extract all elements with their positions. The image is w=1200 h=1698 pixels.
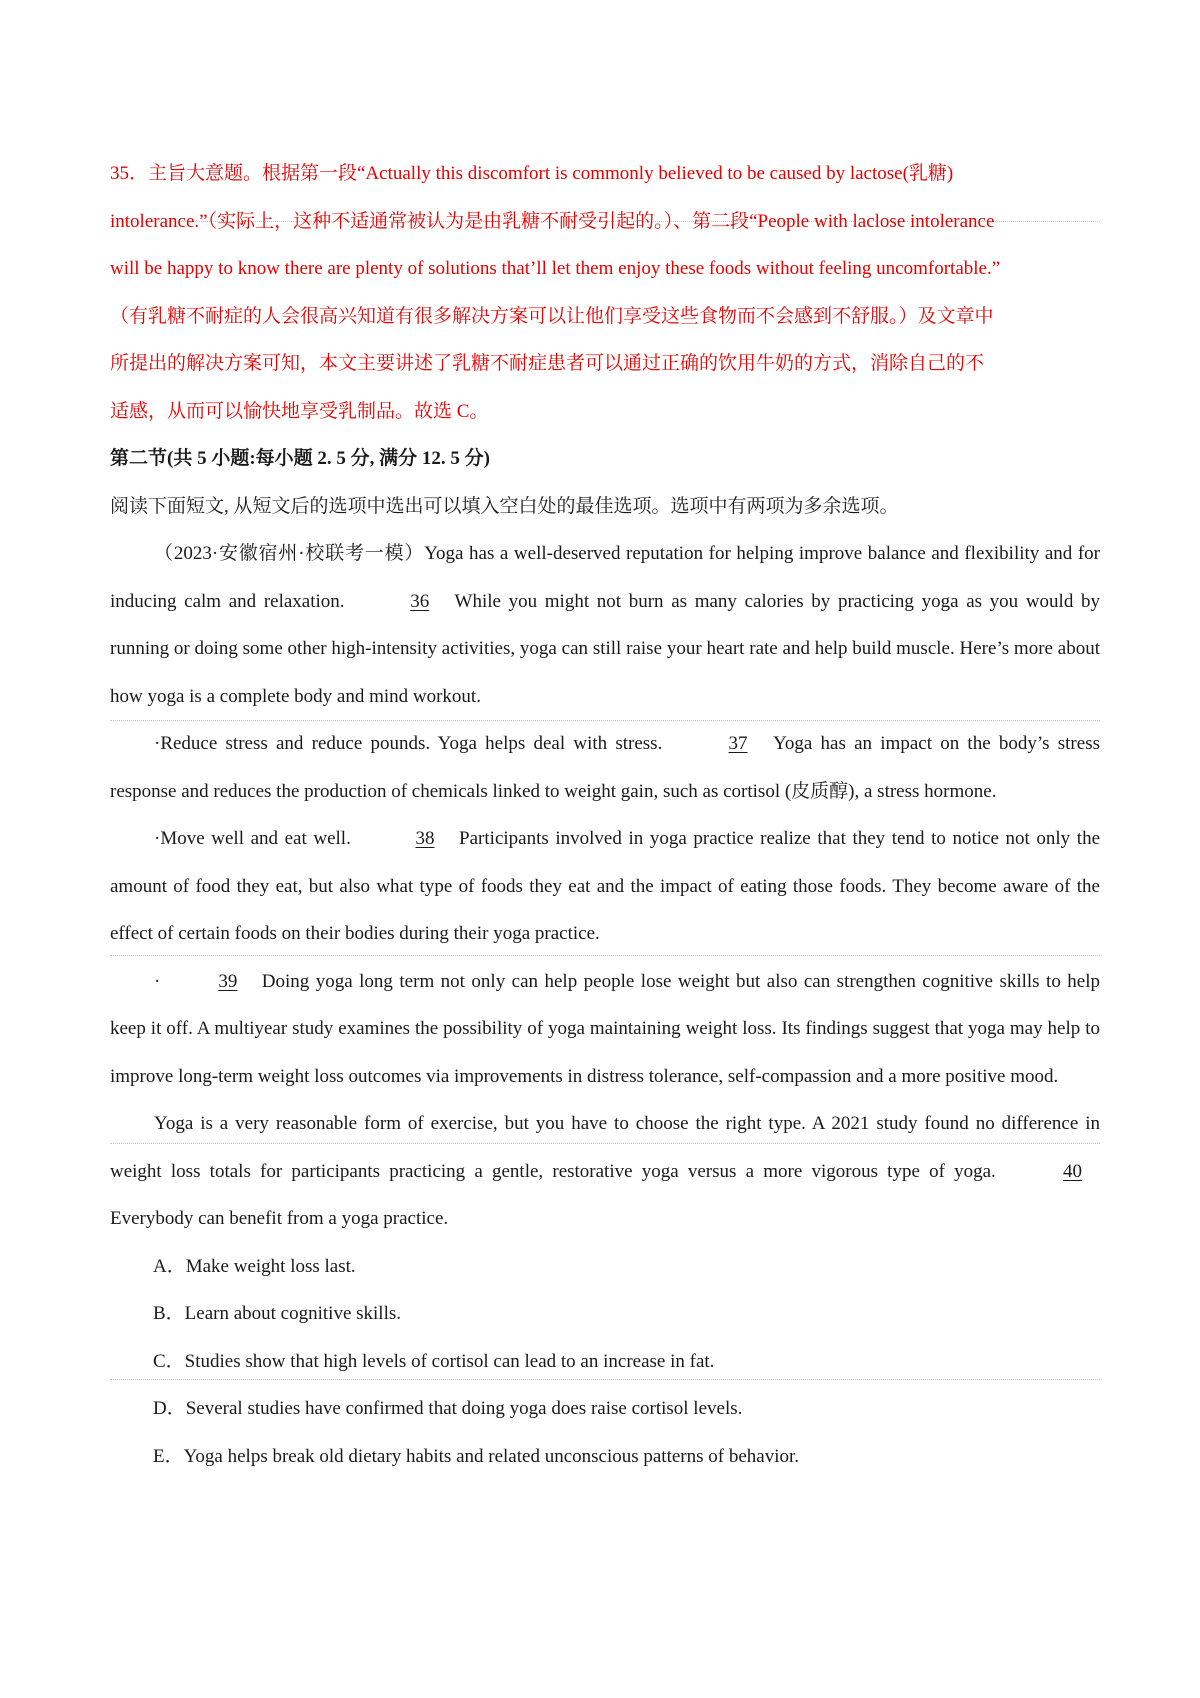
explanation-line: will be happy to know there are plenty of solutions that’ll let them enjoy these foods without feeling uncomfortable.” <box>110 258 1001 279</box>
option-e: E．Yoga helps break old dietary habits and related unconscious patterns of behavior. <box>153 1445 800 1467</box>
explanation-line: （有乳糖不耐症的人会很高兴知道有很多解决方案可以让他们享受这些食物而不会感到不舒服。）及文章中 <box>110 305 994 327</box>
passage-text: （2023·安徽宿州·校联考一模）Yoga has a well-deserved reputation for helping improve balance and flexibility and for inducing calm and relaxation. <box>110 543 1100 612</box>
passage-text: Doing yoga long term not only can help people lose weight but also can strengthen cognitive skills to help keep it off. A multiyear study examines the possibility of yoga maintaining weight loss. Its findings suggest that yoga may help to improve long-term weight loss outcomes via improvements in distress tolerance, self-compassion and a more positive mood. <box>110 970 1100 1087</box>
passage-paragraph-2 <box>110 720 1100 815</box>
passage-text: Yoga has an impact on the body’s stress response and reduces the production of chemicals linked to weight gain, such as cortisol (皮质醇), a stress hormone. <box>110 733 1100 802</box>
passage-paragraph-3 <box>110 815 1100 958</box>
explanation-line-text: 适感，从而可以愉快地享受乳制品。故选 C。 <box>110 400 489 422</box>
passage-text: Yoga is a very reasonable form of exercise, but you have to choose the right type. A 2021 study found no difference in weight loss totals for participants practicing a gentle, restorative yoga versus a more vigorous type of yoga. <box>110 1113 1100 1182</box>
blank-40: 40 <box>1063 1160 1082 1182</box>
blank-38: 38 <box>415 828 435 849</box>
option-d: D．Several studies have confirmed that doing yoga does raise cortisol levels. <box>153 1398 743 1419</box>
passage-text: ·Reduce stress and reduce pounds. Yoga helps deal with stress. <box>154 733 671 754</box>
explanation-line <box>110 388 1100 436</box>
passage-text: · <box>154 970 161 992</box>
blank-36: 36 <box>410 590 430 612</box>
passage-paragraph-5 <box>110 1100 1100 1243</box>
answer-35-explanation <box>110 150 1100 435</box>
option-a: A．Make weight loss last. <box>153 1255 356 1277</box>
passage-text: ·Move well and eat well. <box>154 828 358 849</box>
explanation-line: intolerance.”（实际上，这种不适通常被认为是由乳糖不耐受引起的。）、第二段“People with laclose intolerance <box>110 210 995 232</box>
option-c: C．Studies show that high levels of cortisol can lead to an increase in fat. <box>153 1350 715 1372</box>
explanation-line: 35．主旨大意题。根据第一段“Actually this discomfort is commonly believed to be caused by lactose(乳糖) <box>110 163 954 184</box>
section-heading: 第二节(共 5 小题:每小题 2. 5 分, 满分 12. 5 分) <box>110 448 490 469</box>
blank-37: 37 <box>728 733 748 754</box>
answer-options <box>110 1243 1100 1481</box>
document-content <box>110 150 1100 1480</box>
passage-paragraph-1 <box>110 530 1100 720</box>
passage-paragraph-4 <box>110 958 1100 1101</box>
explanation-line: 所提出的解决方案可知，本文主要讲述了乳糖不耐症患者可以通过正确的饮用牛奶的方式，消除自己的不 <box>110 353 985 374</box>
passage-text: While you might not burn as many calories by practicing yoga as you would by running or doing some other high-intensity activities, yoga can still raise your heart rate and help build muscle. Here’s more about how yoga is a complete body and mind workout. <box>110 590 1100 707</box>
option-b: B．Learn about cognitive skills. <box>153 1303 402 1324</box>
passage-text: Participants involved in yoga practice realize that they tend to notice not only the amount of food they eat, but also what type of foods they eat and the impact of eating those foods. They become aware of the effect of certain foods on their bodies during their yoga practice. <box>110 828 1100 944</box>
blank-39: 39 <box>218 970 238 992</box>
passage-text: Everybody can benefit from a yoga practice. <box>110 1208 449 1229</box>
section-instruction: 阅读下面短文, 从短文后的选项中选出可以填入空白处的最佳选项。选项中有两项为多余选项。 <box>110 495 899 517</box>
